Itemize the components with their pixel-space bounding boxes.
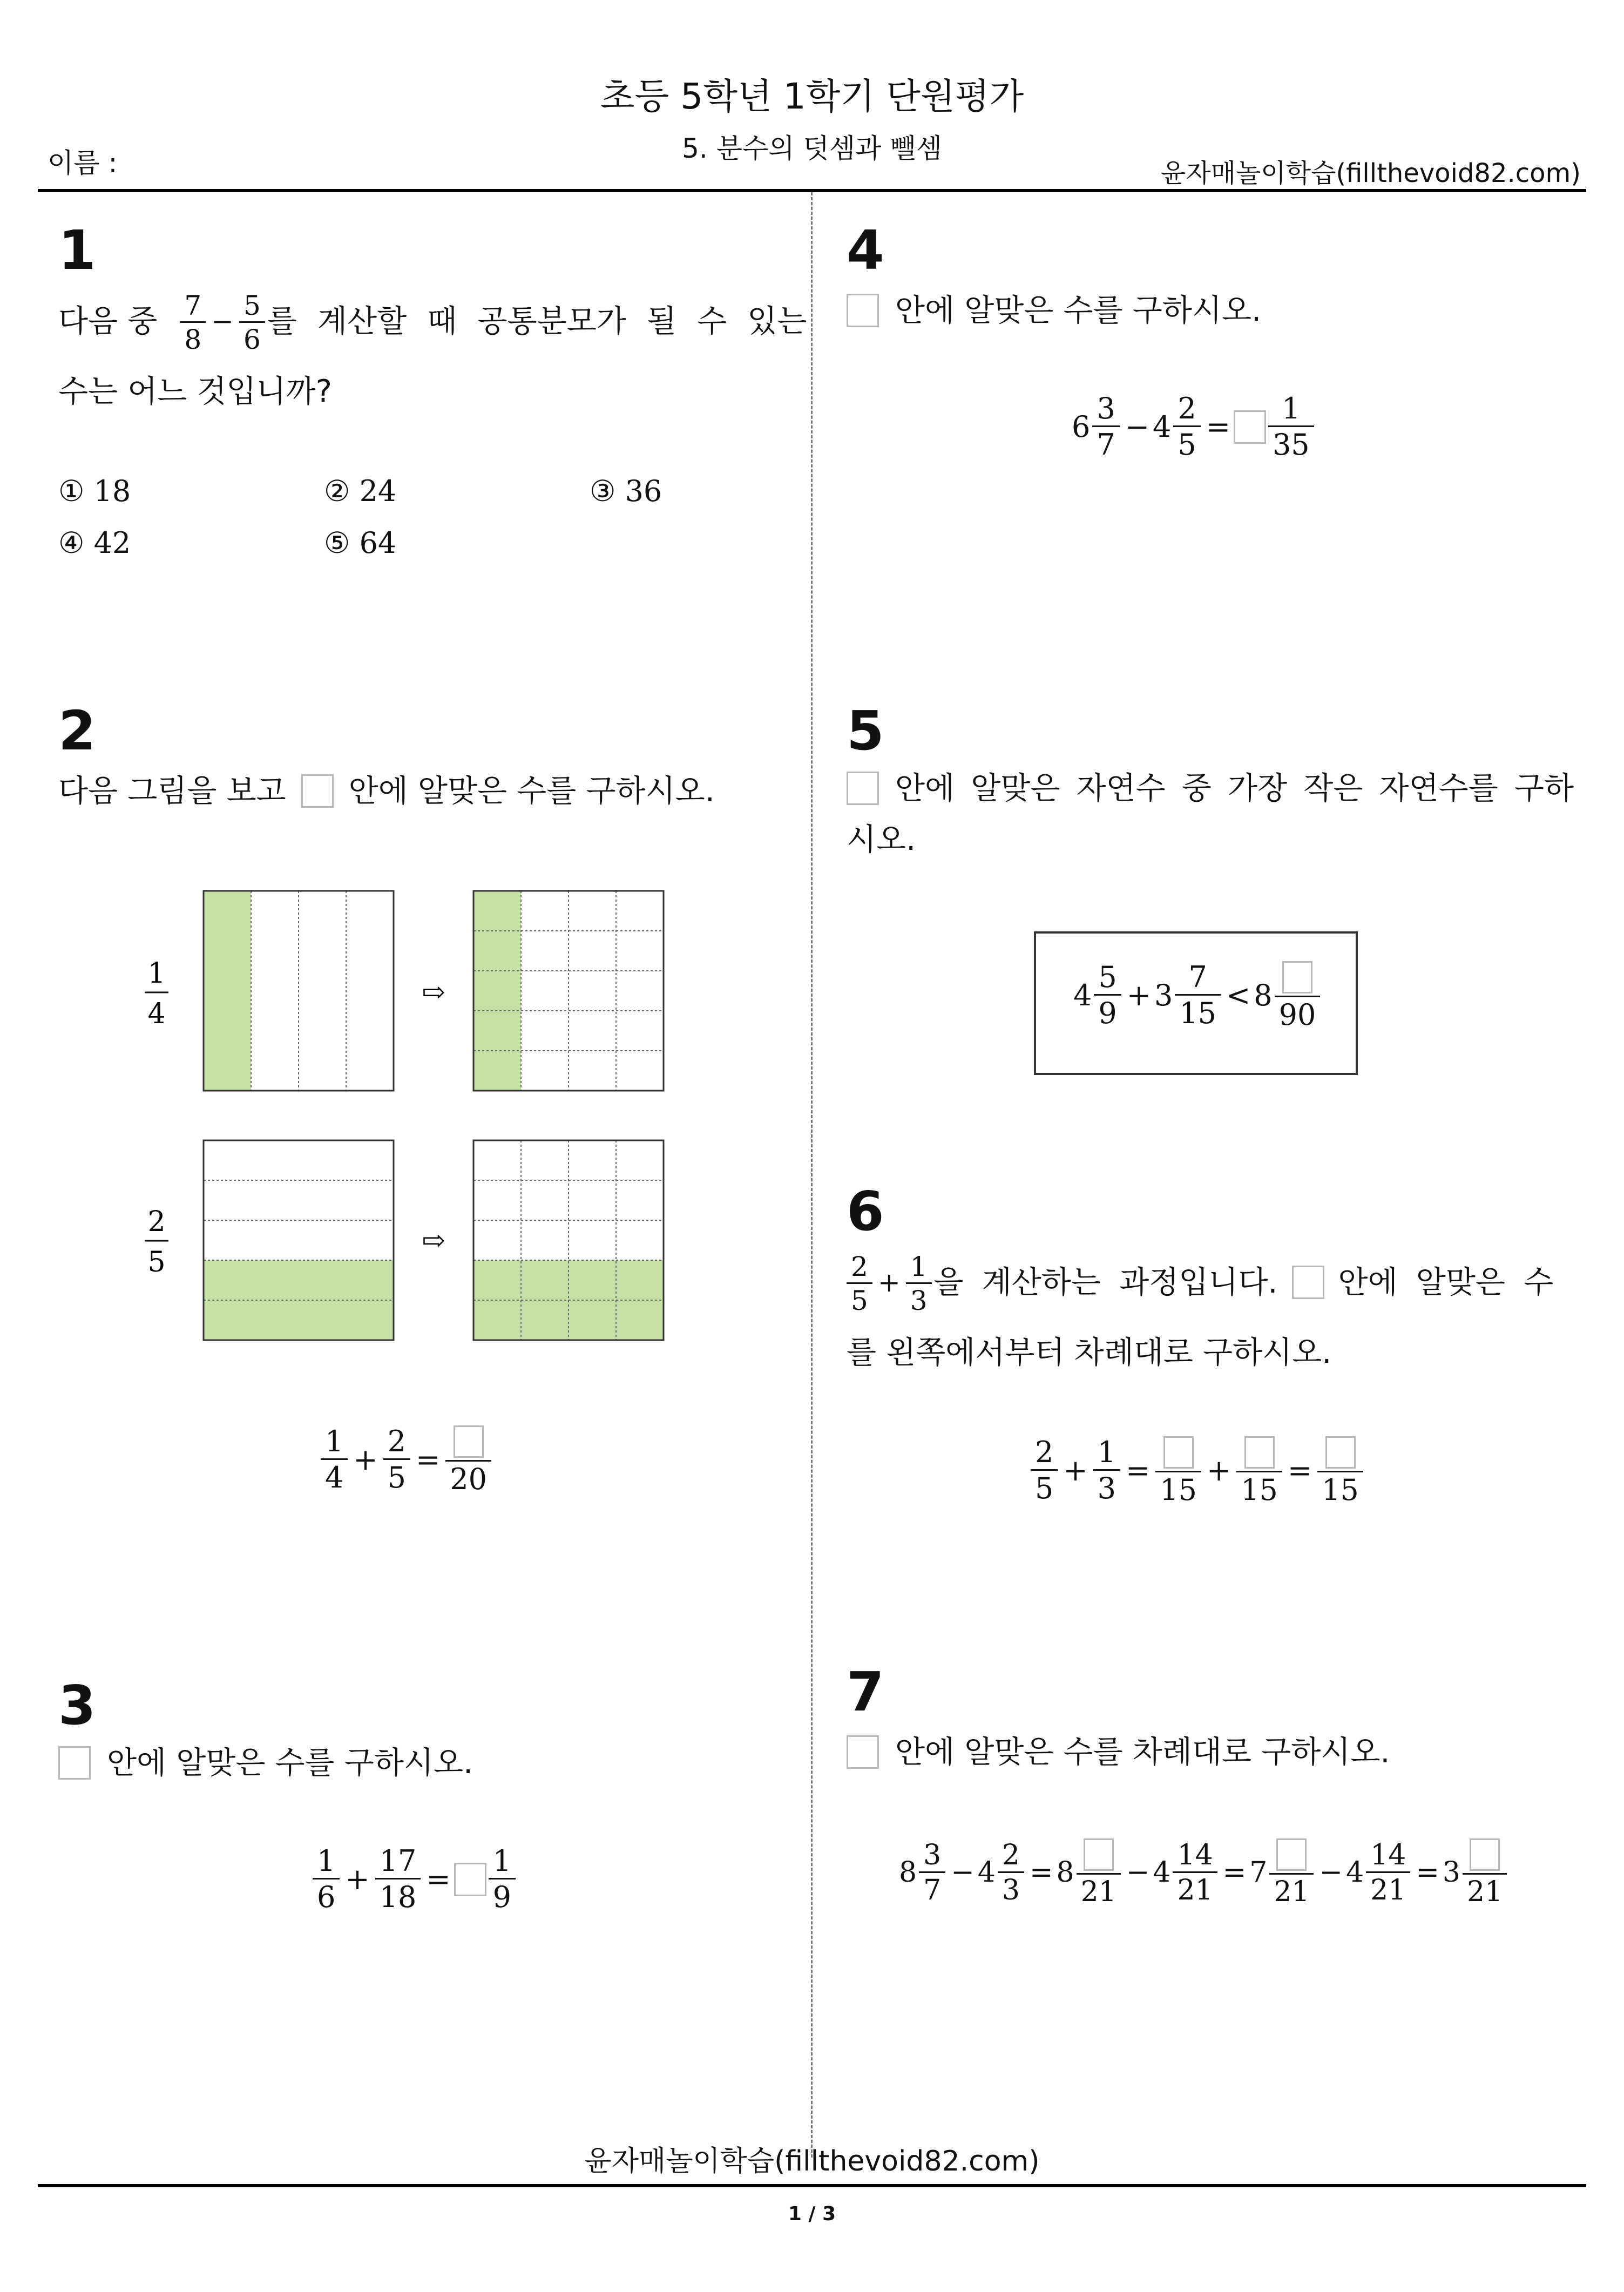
eq-den: 21 bbox=[1173, 1871, 1217, 1904]
eq-num: 1 bbox=[910, 1250, 928, 1282]
equals: = bbox=[1125, 1453, 1151, 1488]
page-title: 초등 5학년 1학기 단원평가 bbox=[600, 76, 1024, 117]
eq-num: 14 bbox=[1370, 1839, 1406, 1871]
eq-num: 5 bbox=[1098, 960, 1117, 994]
q1-frac2-num: 5 bbox=[243, 289, 261, 321]
answer-box[interactable] bbox=[1470, 1838, 1500, 1871]
minus: − bbox=[1126, 1856, 1150, 1889]
unit-subtitle: 5. 분수의 덧셈과 뺄셈 bbox=[682, 133, 942, 164]
whole: 3 bbox=[1154, 978, 1173, 1012]
shaded-region bbox=[473, 891, 521, 1091]
eq-den: 5 bbox=[847, 1282, 872, 1314]
equals: = bbox=[1287, 1453, 1312, 1488]
answer-box[interactable] bbox=[1084, 1838, 1114, 1871]
whole: 4 bbox=[1153, 1856, 1171, 1889]
eq-num: 17 bbox=[379, 1844, 417, 1878]
eq-den: 18 bbox=[375, 1878, 421, 1912]
question-7-number: 7 bbox=[847, 1660, 884, 1723]
q2-text-a: 다음 그림을 보고 bbox=[58, 773, 286, 809]
label2-num: 2 bbox=[147, 1206, 166, 1238]
q1-frac1-den: 8 bbox=[180, 321, 206, 353]
question-4-text bbox=[847, 275, 1261, 346]
choice-4[interactable]: ④ 42 bbox=[58, 526, 131, 560]
eq-den: 5 bbox=[1031, 1469, 1058, 1503]
q7-text: 안에 알맞은 수를 차례대로 구하시오. bbox=[895, 1734, 1390, 1770]
eq-num: 2 bbox=[1002, 1839, 1020, 1871]
eq-num: 2 bbox=[387, 1424, 406, 1458]
diagram-twentieths-b bbox=[473, 1140, 664, 1340]
arrow-icon: ⇨ bbox=[422, 976, 445, 1009]
eq-num: 1 bbox=[492, 1844, 511, 1878]
question-2-number: 2 bbox=[58, 699, 96, 762]
equals: = bbox=[1222, 1856, 1247, 1889]
whole: 7 bbox=[1249, 1856, 1268, 1889]
plus: + bbox=[345, 1862, 370, 1896]
eq-num: 1 bbox=[1282, 391, 1301, 425]
equals: = bbox=[1206, 410, 1230, 444]
label2-den: 5 bbox=[147, 1246, 166, 1279]
eq-num: 3 bbox=[1097, 391, 1115, 425]
answer-box[interactable] bbox=[1163, 1436, 1194, 1469]
whole: 6 bbox=[1072, 410, 1091, 444]
eq-den: 15 bbox=[1317, 1471, 1363, 1505]
eq-den: 20 bbox=[445, 1460, 491, 1494]
q1-text-b: 를 계산할 때 공통분모가 될 수 있는 bbox=[267, 303, 807, 339]
eq-den: 3 bbox=[998, 1871, 1024, 1904]
eq-den: 3 bbox=[1093, 1469, 1120, 1503]
eq-den: 9 bbox=[489, 1878, 516, 1912]
question-7-text bbox=[847, 1717, 1390, 1787]
q1-text-a: 다음 중 bbox=[58, 303, 158, 339]
eq-den: 35 bbox=[1268, 425, 1314, 459]
q4-text: 안에 알맞은 수를 구하시오. bbox=[895, 293, 1262, 328]
equals: = bbox=[1416, 1856, 1439, 1889]
q6-text-b: 안에 알맞은 수 bbox=[1338, 1265, 1554, 1300]
eq-den: 7 bbox=[919, 1871, 945, 1904]
q5-text-b: 시오. bbox=[847, 822, 916, 857]
whole: 8 bbox=[899, 1856, 917, 1889]
diagram-quarter bbox=[204, 891, 394, 1091]
label1-den: 4 bbox=[147, 998, 166, 1030]
answer-box[interactable] bbox=[454, 1425, 484, 1458]
q1-text-c: 수는 어느 것입니까? bbox=[58, 374, 332, 409]
plus: + bbox=[1206, 1453, 1231, 1488]
q6-equation bbox=[1028, 1436, 1365, 1505]
choice-1[interactable]: ① 18 bbox=[58, 474, 131, 508]
q5-equation bbox=[1073, 961, 1322, 1030]
whole: 8 bbox=[1056, 1856, 1074, 1889]
choice-3[interactable]: ③ 36 bbox=[590, 474, 662, 508]
whole: 4 bbox=[1152, 410, 1172, 444]
eq-num: 2 bbox=[1178, 391, 1196, 425]
whole: 4 bbox=[1346, 1856, 1364, 1889]
minus: − bbox=[1319, 1856, 1343, 1889]
eq-num: 7 bbox=[1188, 960, 1207, 994]
header-site: 윤자매놀이학습(fillthevoid82.com) bbox=[1160, 158, 1581, 188]
answer-box[interactable] bbox=[1244, 1436, 1275, 1469]
eq-num: 3 bbox=[923, 1839, 942, 1871]
eq-den: 4 bbox=[321, 1458, 348, 1492]
whole: 8 bbox=[1254, 978, 1273, 1012]
q2-text-b: 안에 알맞은 수를 구하시오. bbox=[348, 773, 715, 809]
q6-text-a: 을 계산하는 과정입니다. bbox=[933, 1265, 1278, 1300]
q5-text-a: 안에 알맞은 자연수 중 가장 작은 자연수를 구하 bbox=[895, 770, 1574, 806]
eq-den: 15 bbox=[1175, 994, 1221, 1028]
eq-den: 6 bbox=[313, 1878, 340, 1912]
eq-num: 1 bbox=[325, 1424, 344, 1458]
eq-den: 5 bbox=[383, 1458, 410, 1492]
answer-box[interactable] bbox=[58, 1746, 91, 1780]
q6-inline-expression bbox=[847, 1247, 934, 1317]
eq-den: 7 bbox=[1092, 425, 1119, 459]
eq-den: 21 bbox=[1269, 1873, 1314, 1906]
answer-box[interactable] bbox=[1292, 1266, 1324, 1299]
arrow-icon: ⇨ bbox=[422, 1225, 445, 1257]
minus: − bbox=[1125, 410, 1149, 444]
whole: 3 bbox=[1442, 1856, 1460, 1889]
footer-rule bbox=[38, 2184, 1586, 2187]
eq-den: 21 bbox=[1077, 1873, 1121, 1906]
answer-box[interactable] bbox=[454, 1863, 486, 1896]
q6-text-c: 를 왼쪽에서부터 차례대로 구하시오. bbox=[847, 1335, 1332, 1370]
minus: − bbox=[951, 1856, 975, 1889]
choice-5[interactable]: ⑤ 64 bbox=[324, 526, 397, 560]
whole: 4 bbox=[1073, 978, 1092, 1012]
eq-den: 15 bbox=[1155, 1471, 1201, 1505]
q7-equation bbox=[899, 1838, 1509, 1906]
question-4-number: 4 bbox=[847, 219, 884, 282]
eq-num: 2 bbox=[1035, 1435, 1054, 1469]
whole: 4 bbox=[977, 1856, 996, 1889]
plus: + bbox=[1063, 1453, 1088, 1488]
question-5-number: 5 bbox=[847, 699, 884, 762]
answer-box[interactable] bbox=[847, 294, 879, 327]
answer-box[interactable] bbox=[847, 1735, 879, 1769]
question-3-text bbox=[58, 1728, 473, 1798]
eq-den: 5 bbox=[1173, 425, 1200, 459]
footer-site: 윤자매놀이학습(fillthevoid82.com) bbox=[584, 2145, 1040, 2178]
less-than: < bbox=[1226, 978, 1251, 1012]
question-1-number: 1 bbox=[58, 219, 96, 282]
answer-box[interactable] bbox=[1325, 1436, 1356, 1469]
question-5-text bbox=[847, 753, 1574, 823]
eq-den: 90 bbox=[1275, 996, 1321, 1030]
plus: + bbox=[353, 1443, 378, 1477]
page-number: 1 / 3 bbox=[788, 2203, 836, 2225]
eq-den: 21 bbox=[1463, 1873, 1507, 1906]
q3-equation bbox=[310, 1844, 518, 1914]
plus: + bbox=[877, 1267, 901, 1298]
question-3-number: 3 bbox=[58, 1674, 96, 1737]
choice-2[interactable]: ② 24 bbox=[324, 474, 397, 508]
eq-num: 1 bbox=[1097, 1435, 1116, 1469]
eq-num: 14 bbox=[1177, 1839, 1213, 1871]
eq-num: 2 bbox=[851, 1250, 868, 1282]
q1-frac2-den: 6 bbox=[239, 321, 265, 353]
q1-frac1-num: 7 bbox=[184, 289, 202, 321]
equals: = bbox=[1029, 1856, 1053, 1889]
q3-text: 안에 알맞은 수를 구하시오. bbox=[107, 1745, 473, 1781]
question-6-number: 6 bbox=[847, 1180, 884, 1243]
eq-den: 21 bbox=[1366, 1871, 1410, 1904]
eq-num: 1 bbox=[317, 1844, 336, 1878]
answer-box[interactable] bbox=[847, 772, 879, 805]
answer-box[interactable] bbox=[1234, 410, 1266, 444]
q2-equation bbox=[319, 1425, 493, 1494]
q1-minus: − bbox=[211, 306, 234, 337]
answer-box[interactable] bbox=[1276, 1838, 1307, 1871]
eq-den: 15 bbox=[1236, 1471, 1282, 1505]
plus: + bbox=[1126, 978, 1151, 1012]
equals: = bbox=[426, 1862, 451, 1896]
shaded-region bbox=[204, 891, 251, 1091]
name-label: 이름 : bbox=[48, 147, 118, 179]
eq-den: 9 bbox=[1094, 994, 1121, 1028]
equals: = bbox=[415, 1443, 441, 1477]
q4-equation bbox=[1072, 391, 1316, 462]
question-6-text bbox=[847, 1247, 1553, 1317]
answer-box[interactable] bbox=[1282, 961, 1312, 993]
diagram-two-fifths bbox=[204, 1140, 394, 1340]
label1-num: 1 bbox=[147, 957, 166, 990]
eq-den: 3 bbox=[906, 1282, 932, 1314]
diagram-twentieths-a bbox=[473, 891, 664, 1091]
